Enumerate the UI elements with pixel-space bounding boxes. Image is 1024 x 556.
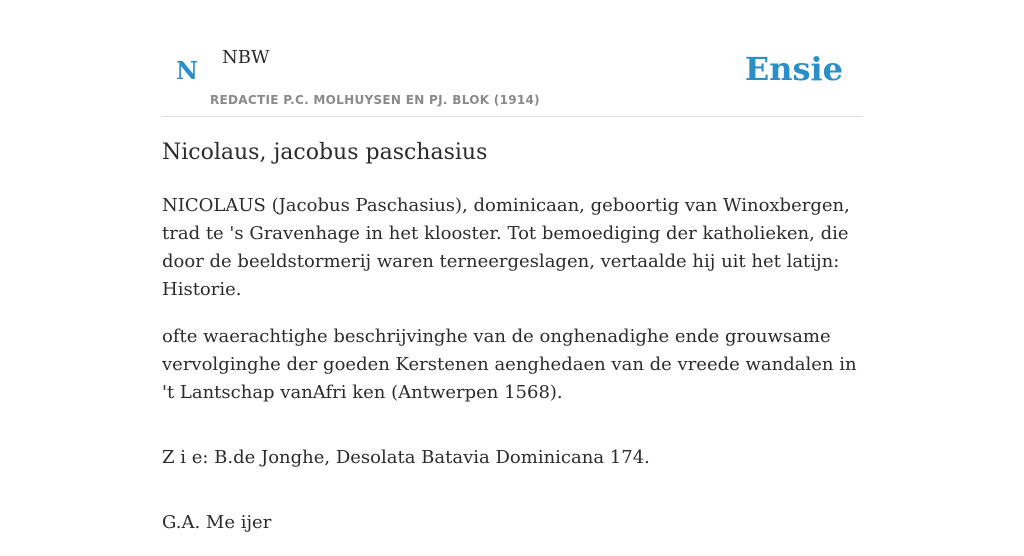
- source-name[interactable]: NBW: [222, 47, 270, 68]
- article-paragraph: ofte waerachtighe beschrijvinghe van de onghenadighe ende grouwsame vervolginghe der goeden Kerstenen aenghedaen van de vreede wandalen in 't Lantschap vanAfri ken (Antwerpen 1568).: [162, 326, 857, 403]
- article-author: G.A. Me ijer: [162, 512, 272, 533]
- article-reference: Z i e: B.de Jonghe, Desolata Batavia Dominicana 174.: [162, 447, 650, 468]
- article-body: [162, 192, 862, 556]
- brand-logo-link[interactable]: Ensie: [744, 50, 843, 88]
- page-title: Nicolaus, jacobus paschasius: [162, 140, 488, 165]
- article-paragraph: NICOLAUS (Jacobus Paschasius), dominicaan, geboortig van Winoxbergen, trad te 's Gravenhage in het klooster. Tot bemoediging der katholieken, die door de beeldstormerij waren terneergeslagen, vertaalde hij uit het latijn: Historie.: [162, 195, 850, 300]
- source-logo: N: [176, 56, 198, 85]
- source-header: [162, 0, 862, 117]
- source-subtitle: REDACTIE P.C. MOLHUYSEN EN PJ. BLOK (1914): [210, 93, 540, 107]
